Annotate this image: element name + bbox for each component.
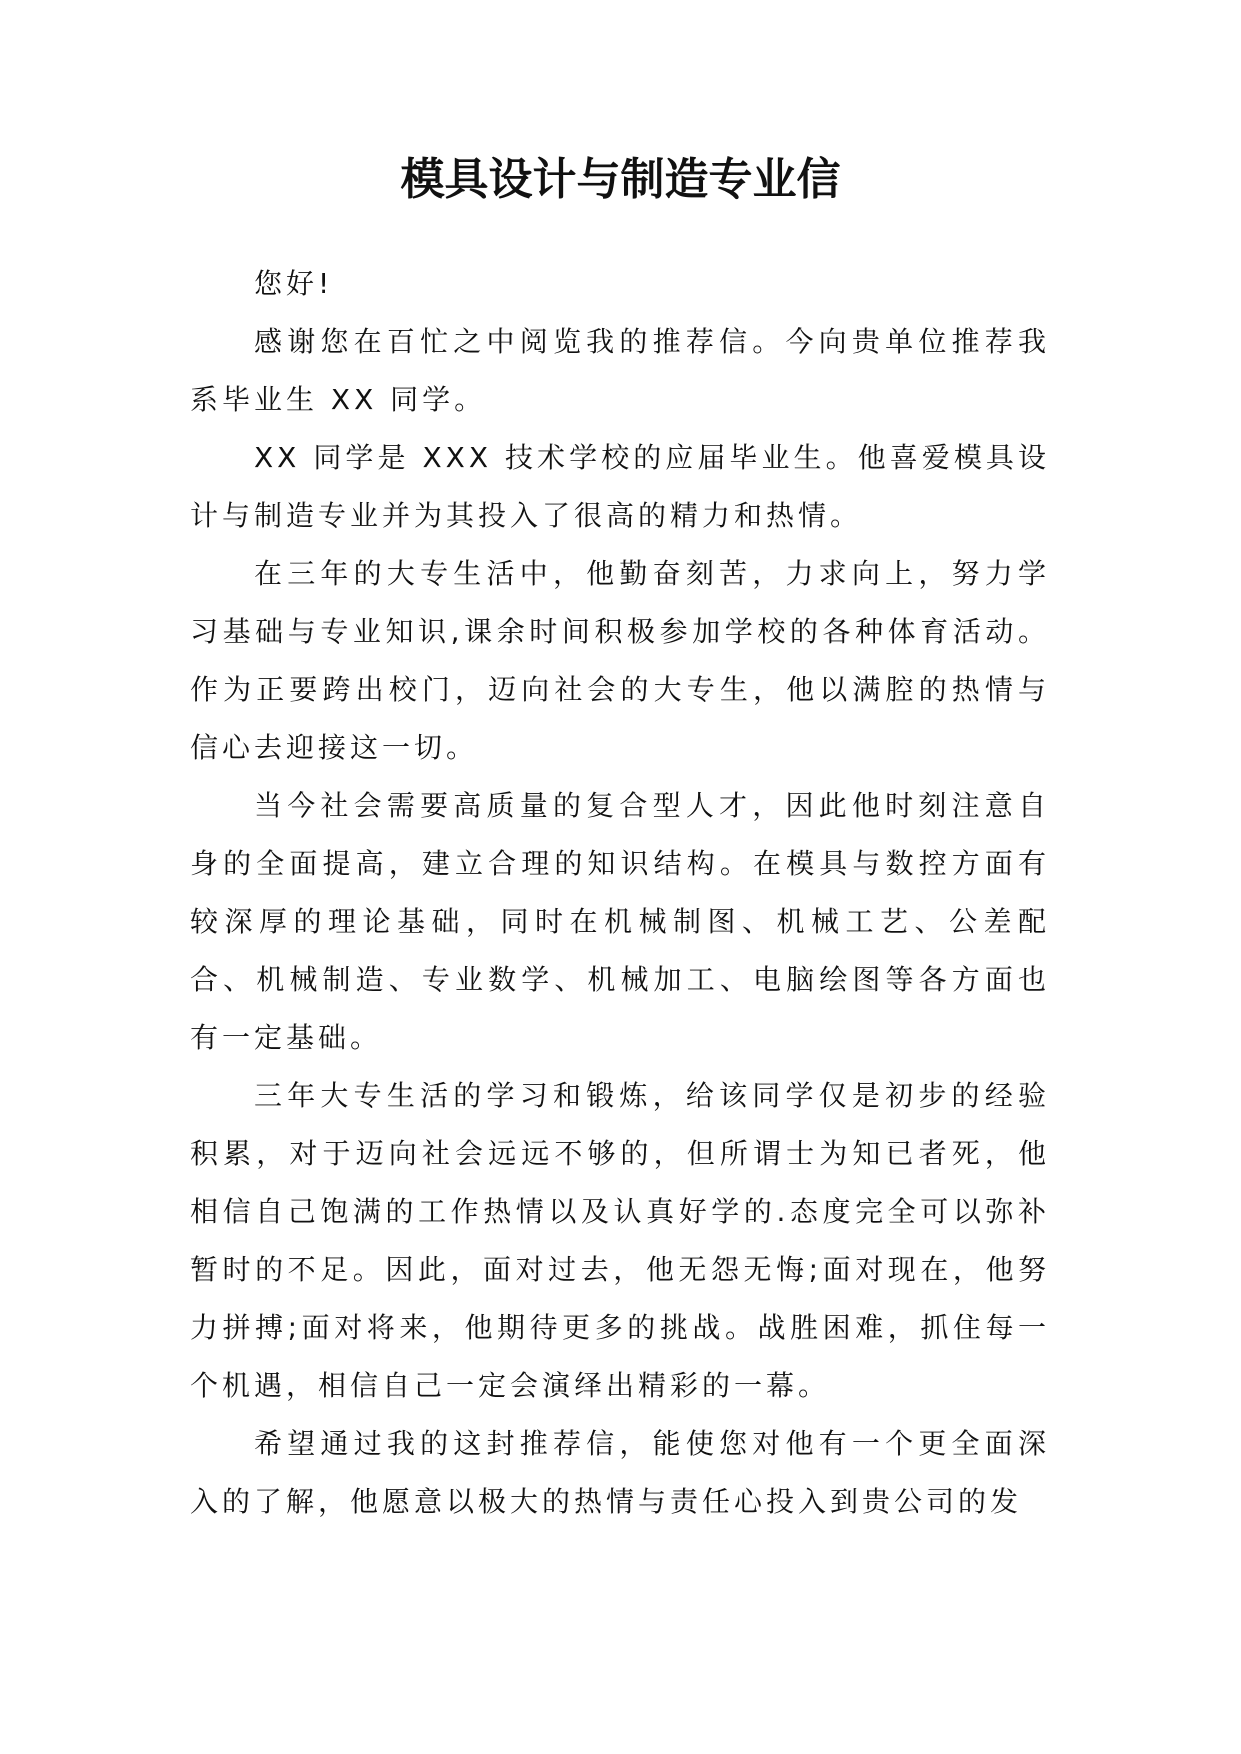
body-paragraph: 希望通过我的这封推荐信，能使您对他有一个更全面深入的了解，他愿意以极大的热情与责任心投入到贵公司的发 xyxy=(190,1427,1050,1518)
document-title: 模具设计与制造专业信 xyxy=(400,154,841,205)
greeting-paragraph: 您好! xyxy=(254,267,334,300)
body-paragraph: 当今社会需要高质量的复合型人才，因此他时刻注意自身的全面提高，建立合理的知识结构。在模具与数控方面有较深厚的理论基础，同时在机械制图、机械工艺、公差配合、机械制造、专业数学、机械加工、电脑绘图等各方面也有一定基础。 xyxy=(190,789,1050,1054)
body-paragraph: 感谢您在百忙之中阅览我的推荐信。今向贵单位推荐我系毕业生 XX 同学。 xyxy=(190,325,1050,416)
body-paragraph: 三年大专生活的学习和锻炼，给该同学仅是初步的经验积累，对于迈向社会远远不够的，但所谓士为知已者死，他相信自己饱满的工作热情以及认真好学的.态度完全可以弥补暂时的不足。因此，面对过去，他无怨无悔;面对现在，他努力拼搏;面对将来，他期待更多的挑战。战胜困难，抓住每一个机遇，相信自己一定会演绎出精彩的一幕。 xyxy=(190,1079,1050,1402)
body-paragraph: 在三年的大专生活中，他勤奋刻苦，力求向上，努力学习基础与专业知识,课余时间积极参加学校的各种体育活动。作为正要跨出校门，迈向社会的大专生，他以满腔的热情与信心去迎接这一切。 xyxy=(190,557,1050,764)
body-paragraph: XX 同学是 XXX 技术学校的应届毕业生。他喜爱模具设计与制造专业并为其投入了很高的精力和热情。 xyxy=(190,441,1050,532)
document-body xyxy=(190,255,1050,1531)
